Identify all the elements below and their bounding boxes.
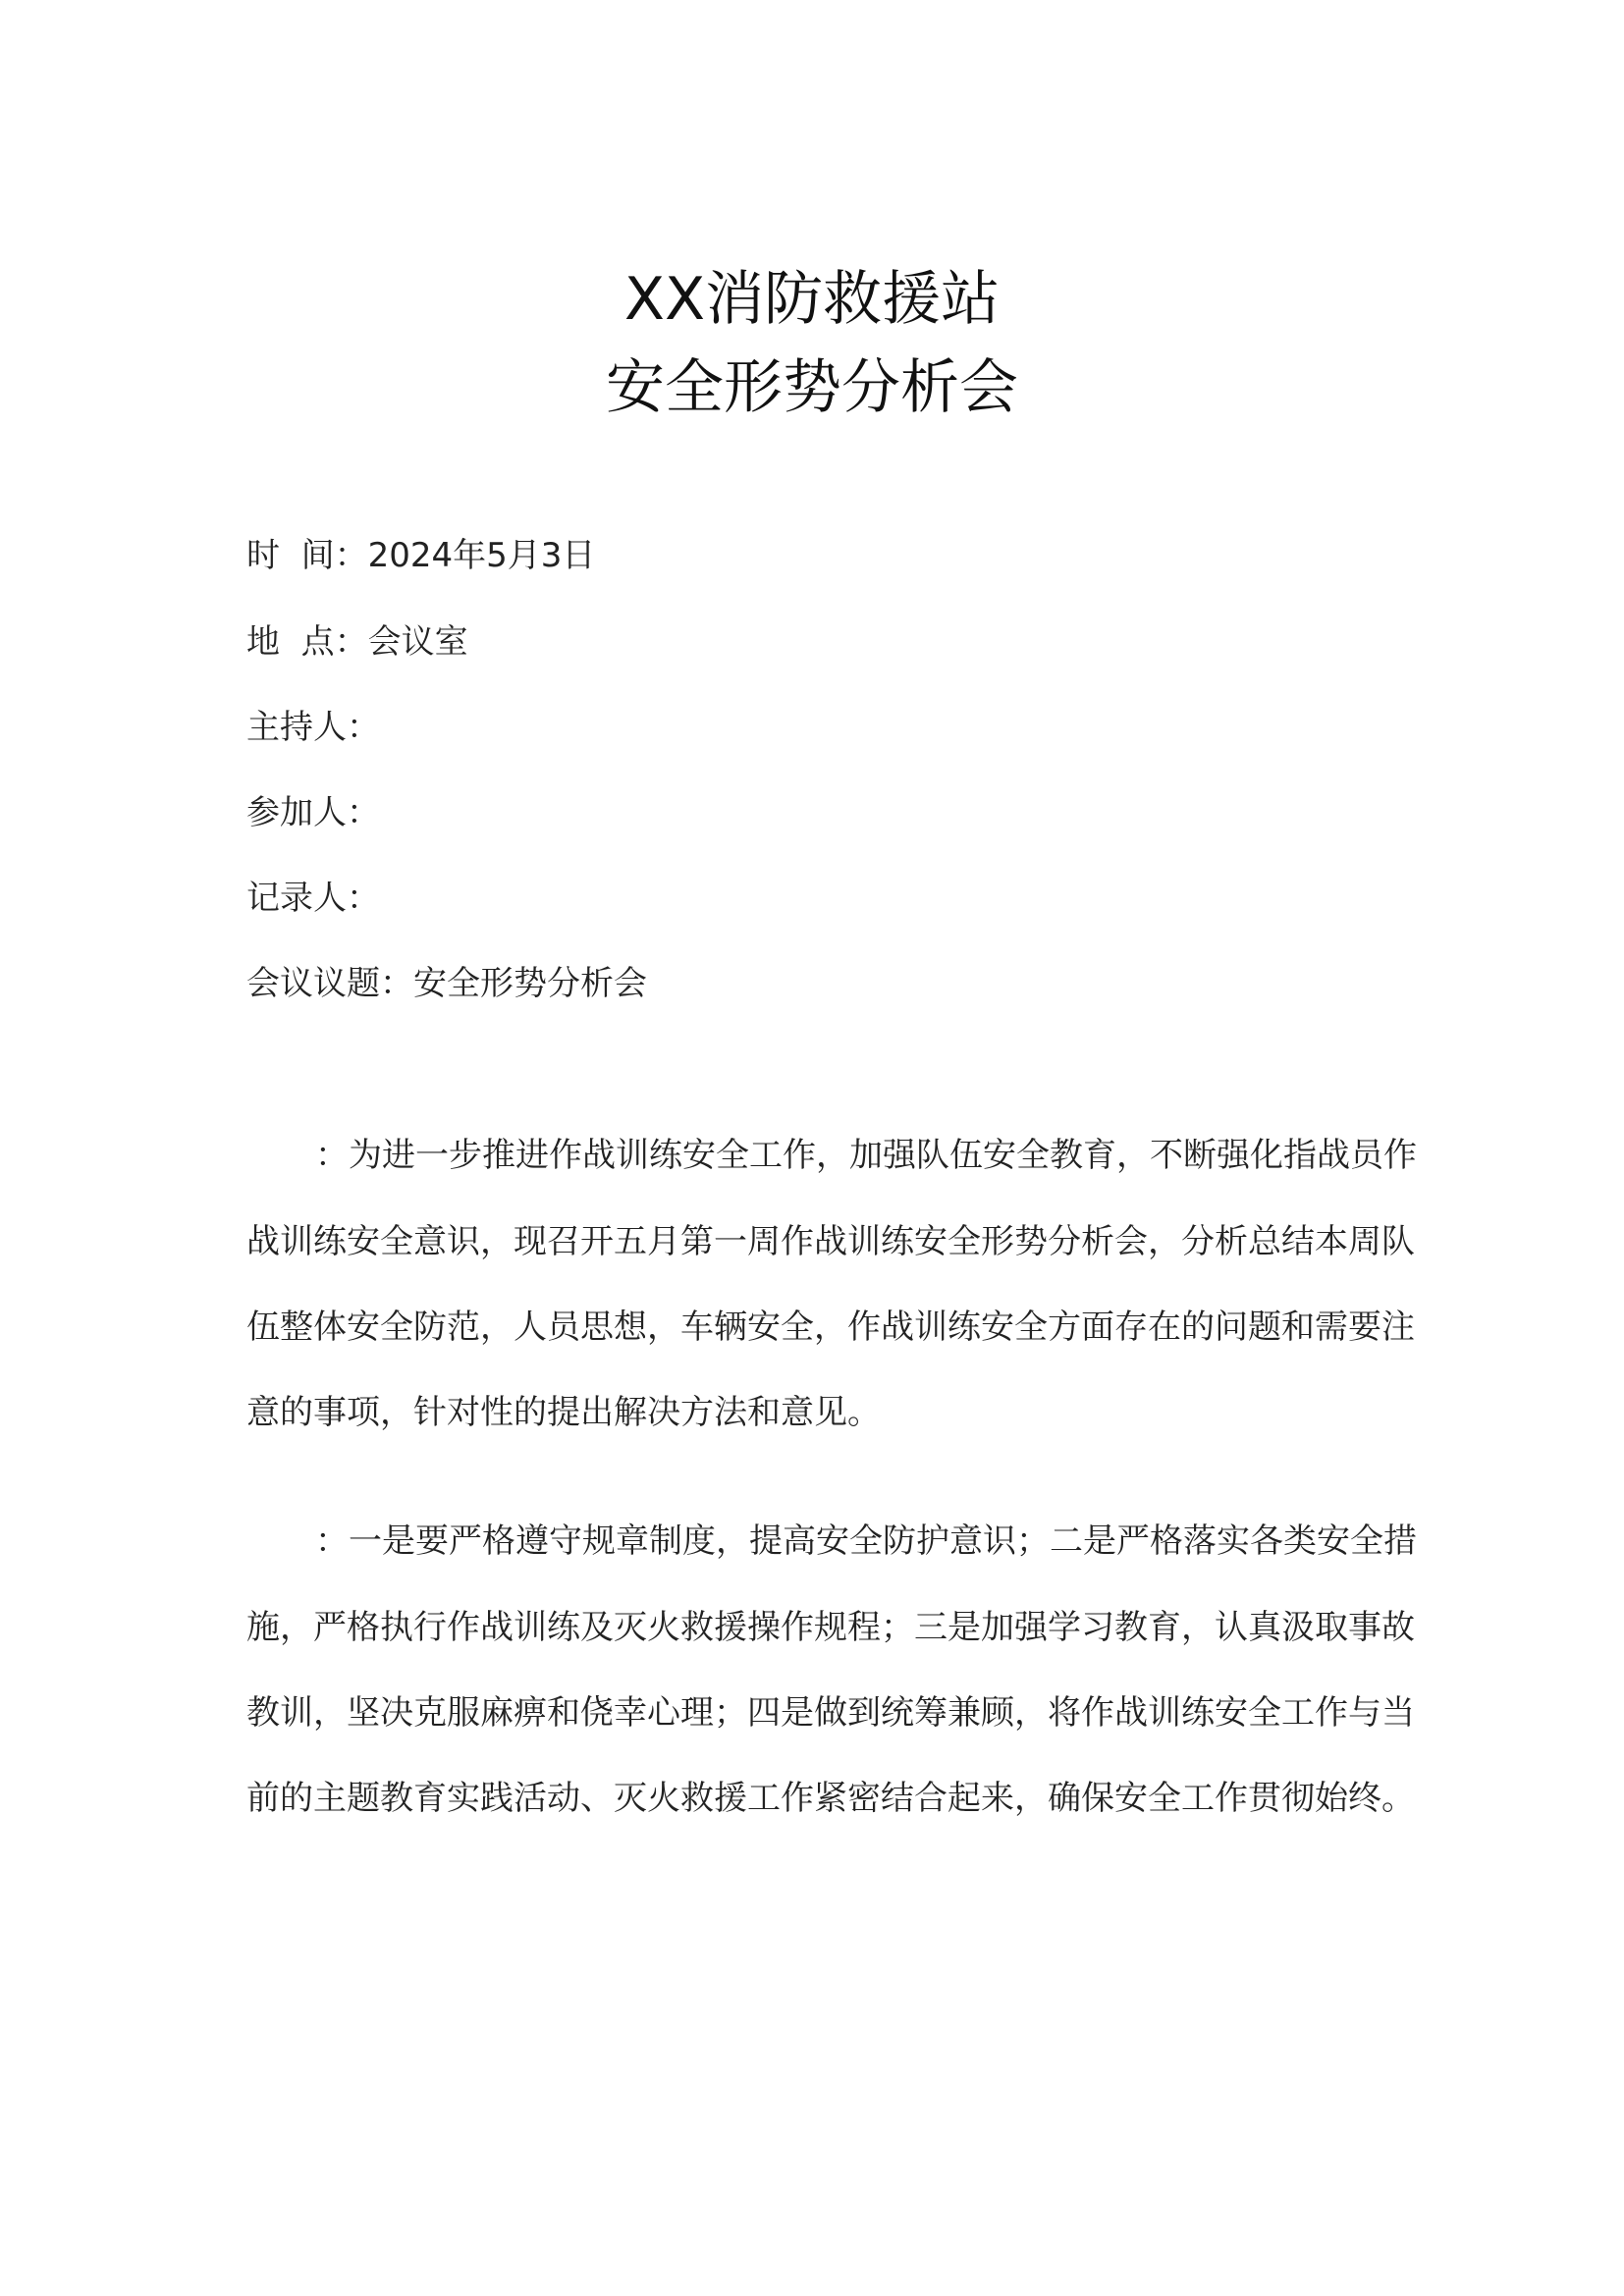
paragraph-line: 教训，坚决克服麻痹和侥幸心理；四是做到统筹兼顾，将作战训练安全工作与当 [246,1693,1415,1733]
meeting-time: 时 间：2024年5月3日 [246,536,596,575]
meeting-place: 地 点：会议室 [246,622,468,662]
paragraph-line: 意的事项，针对性的提出解决方法和意见。 [246,1393,881,1432]
paragraph-line: 施，严格执行作战训练及灭火救援操作规程；三是加强学习教育，认真汲取事故 [246,1608,1415,1647]
document-title-line-1: XX消防救援站 [623,265,1001,334]
paragraph-line: 伍整体安全防范，人员思想，车辆安全，作战训练安全方面存在的问题和需要注 [246,1308,1415,1347]
paragraph-line: 前的主题教育实践活动、灭火救援工作紧密结合起来，确保安全工作贯彻始终。 [246,1779,1415,1818]
paragraph-line: ：一是要严格遵守规章制度，提高安全防护意识；二是严格落实各类安全措 [315,1522,1417,1561]
document-title-line-2: 安全形势分析会 [606,353,1018,422]
paragraph-line: 战训练安全意识，现召开五月第一周作战训练安全形势分析会，分析总结本周队 [246,1222,1415,1261]
meeting-recorder: 记录人： [246,879,380,918]
meeting-host: 主持人： [246,708,380,747]
paragraph-line: ：为进一步推进作战训练安全工作，加强队伍安全教育，不断强化指战员作 [315,1136,1417,1175]
meeting-topic: 会议议题：安全形势分析会 [246,964,647,1003]
meeting-participants: 参加人： [246,793,380,832]
